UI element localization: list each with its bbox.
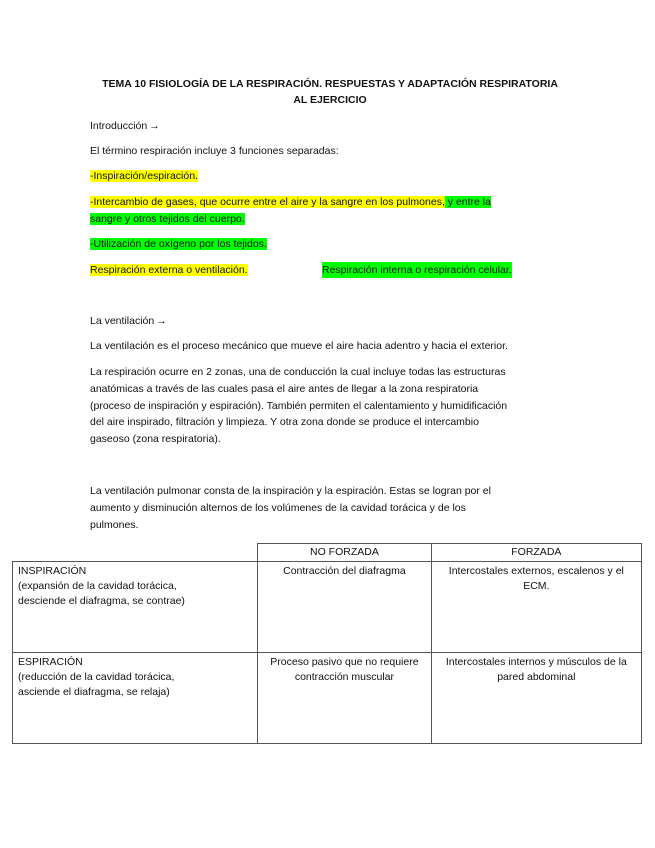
p2-line-5: gaseoso (zona respiratoria). bbox=[90, 433, 221, 446]
cell-espiracion-forzada: Intercostales internos y músculos de la pared abdominal bbox=[431, 653, 641, 744]
row-label-text: INSPIRACIÓN bbox=[18, 565, 87, 577]
arrow-right-icon: → bbox=[156, 315, 167, 327]
p3-line-1: La ventilación pulmonar consta de la inspiración y la espiración. Estas se logran por el bbox=[90, 485, 491, 497]
cell-inspiracion-no-forzada: Contracción del diafragma bbox=[258, 562, 431, 653]
internal-respiration: Respiración interna o respiración celular. bbox=[322, 262, 512, 278]
row-label-inspiracion bbox=[13, 562, 258, 653]
p2-line-1: La respiración ocurre en 2 zonas, una de conducción la cual incluye todas las estructuras bbox=[90, 366, 506, 378]
intro-item-3-text: -Utilización de oxígeno por los tejidos. bbox=[90, 238, 267, 250]
table-row bbox=[13, 653, 642, 744]
row-detail-1: (reducción de la cavidad torácica, bbox=[18, 671, 175, 683]
respiration-table bbox=[12, 543, 642, 744]
intro-text: El término respiración incluye 3 funciones separadas: bbox=[90, 145, 339, 157]
cell-espiracion-no-forzada: Proceso pasivo que no requiere contracción muscular bbox=[258, 653, 431, 744]
intro-item-1-text: -Inspiración/espiración. bbox=[90, 170, 198, 182]
p2-line-3: (proceso de inspiración y espiración). También permiten el calentamiento y humidificación bbox=[90, 399, 508, 412]
row-label-espiracion bbox=[13, 653, 258, 744]
intro-item-2-yellow: -Intercambio de gases, que ocurre entre el aire y la sangre en los pulmones, bbox=[90, 196, 445, 208]
row-detail-1: (expansión de la cavidad torácica, bbox=[18, 580, 177, 592]
header-forzada: FORZADA bbox=[431, 544, 641, 562]
header-no-forzada: NO FORZADA bbox=[258, 544, 431, 562]
row-label-text: ESPIRACIÓN bbox=[18, 656, 83, 668]
cell-inspiracion-forzada: Intercostales externos, escalenos y el ECM. bbox=[431, 562, 641, 653]
intro-item-2 bbox=[90, 194, 575, 227]
table-header-row bbox=[13, 544, 642, 562]
ventilation-paragraph-2 bbox=[90, 364, 575, 448]
ventilation-heading-text: La ventilación bbox=[90, 315, 155, 327]
p3-line-3: pulmones. bbox=[90, 518, 139, 531]
ventilation-paragraph-1: La ventilación es el proceso mecánico que mueve el aire hacia adentro y hacia el exterior. bbox=[90, 340, 508, 352]
p2-line-2: anatómicas a través de las cuales pasa el aire antes de llegar a la zona respiratoria bbox=[90, 382, 479, 395]
intro-heading bbox=[90, 118, 575, 134]
p3-line-2: aumento y disminución alternos de los volúmenes de la cavidad torácica y de los bbox=[90, 501, 466, 514]
title-line-1: TEMA 10 FISIOLOGÍA DE LA RESPIRACIÓN. RESPUESTAS Y ADAPTACIÓN RESPIRATORIA bbox=[102, 78, 558, 90]
row-detail-2: asciende el diafragma, se relaja) bbox=[18, 686, 170, 698]
respiration-types bbox=[90, 262, 550, 278]
arrow-right-icon: → bbox=[149, 120, 160, 132]
intro-item-3 bbox=[90, 236, 575, 252]
external-respiration: Respiración externa o ventilación. bbox=[90, 264, 248, 276]
p2-line-4: del aire inspirado, filtración y limpieza. Y otra zona donde se produce el intercambio bbox=[90, 416, 479, 429]
page-title bbox=[90, 76, 570, 108]
intro-heading-text: Introducción bbox=[90, 120, 148, 132]
title-line-2: AL EJERCICIO bbox=[293, 94, 367, 106]
ventilation-paragraph-3 bbox=[90, 483, 575, 533]
ventilation-heading bbox=[90, 313, 575, 329]
table-row bbox=[13, 562, 642, 653]
intro-item-2-green-b: sangre y otros tejidos del cuerpo. bbox=[90, 212, 245, 225]
intro-item-2-green-a: y entre la bbox=[444, 196, 491, 208]
row-detail-2: desciende el diafragma, se contrae) bbox=[18, 595, 185, 607]
intro-item-1 bbox=[90, 168, 575, 184]
table-corner-cell bbox=[13, 544, 258, 562]
